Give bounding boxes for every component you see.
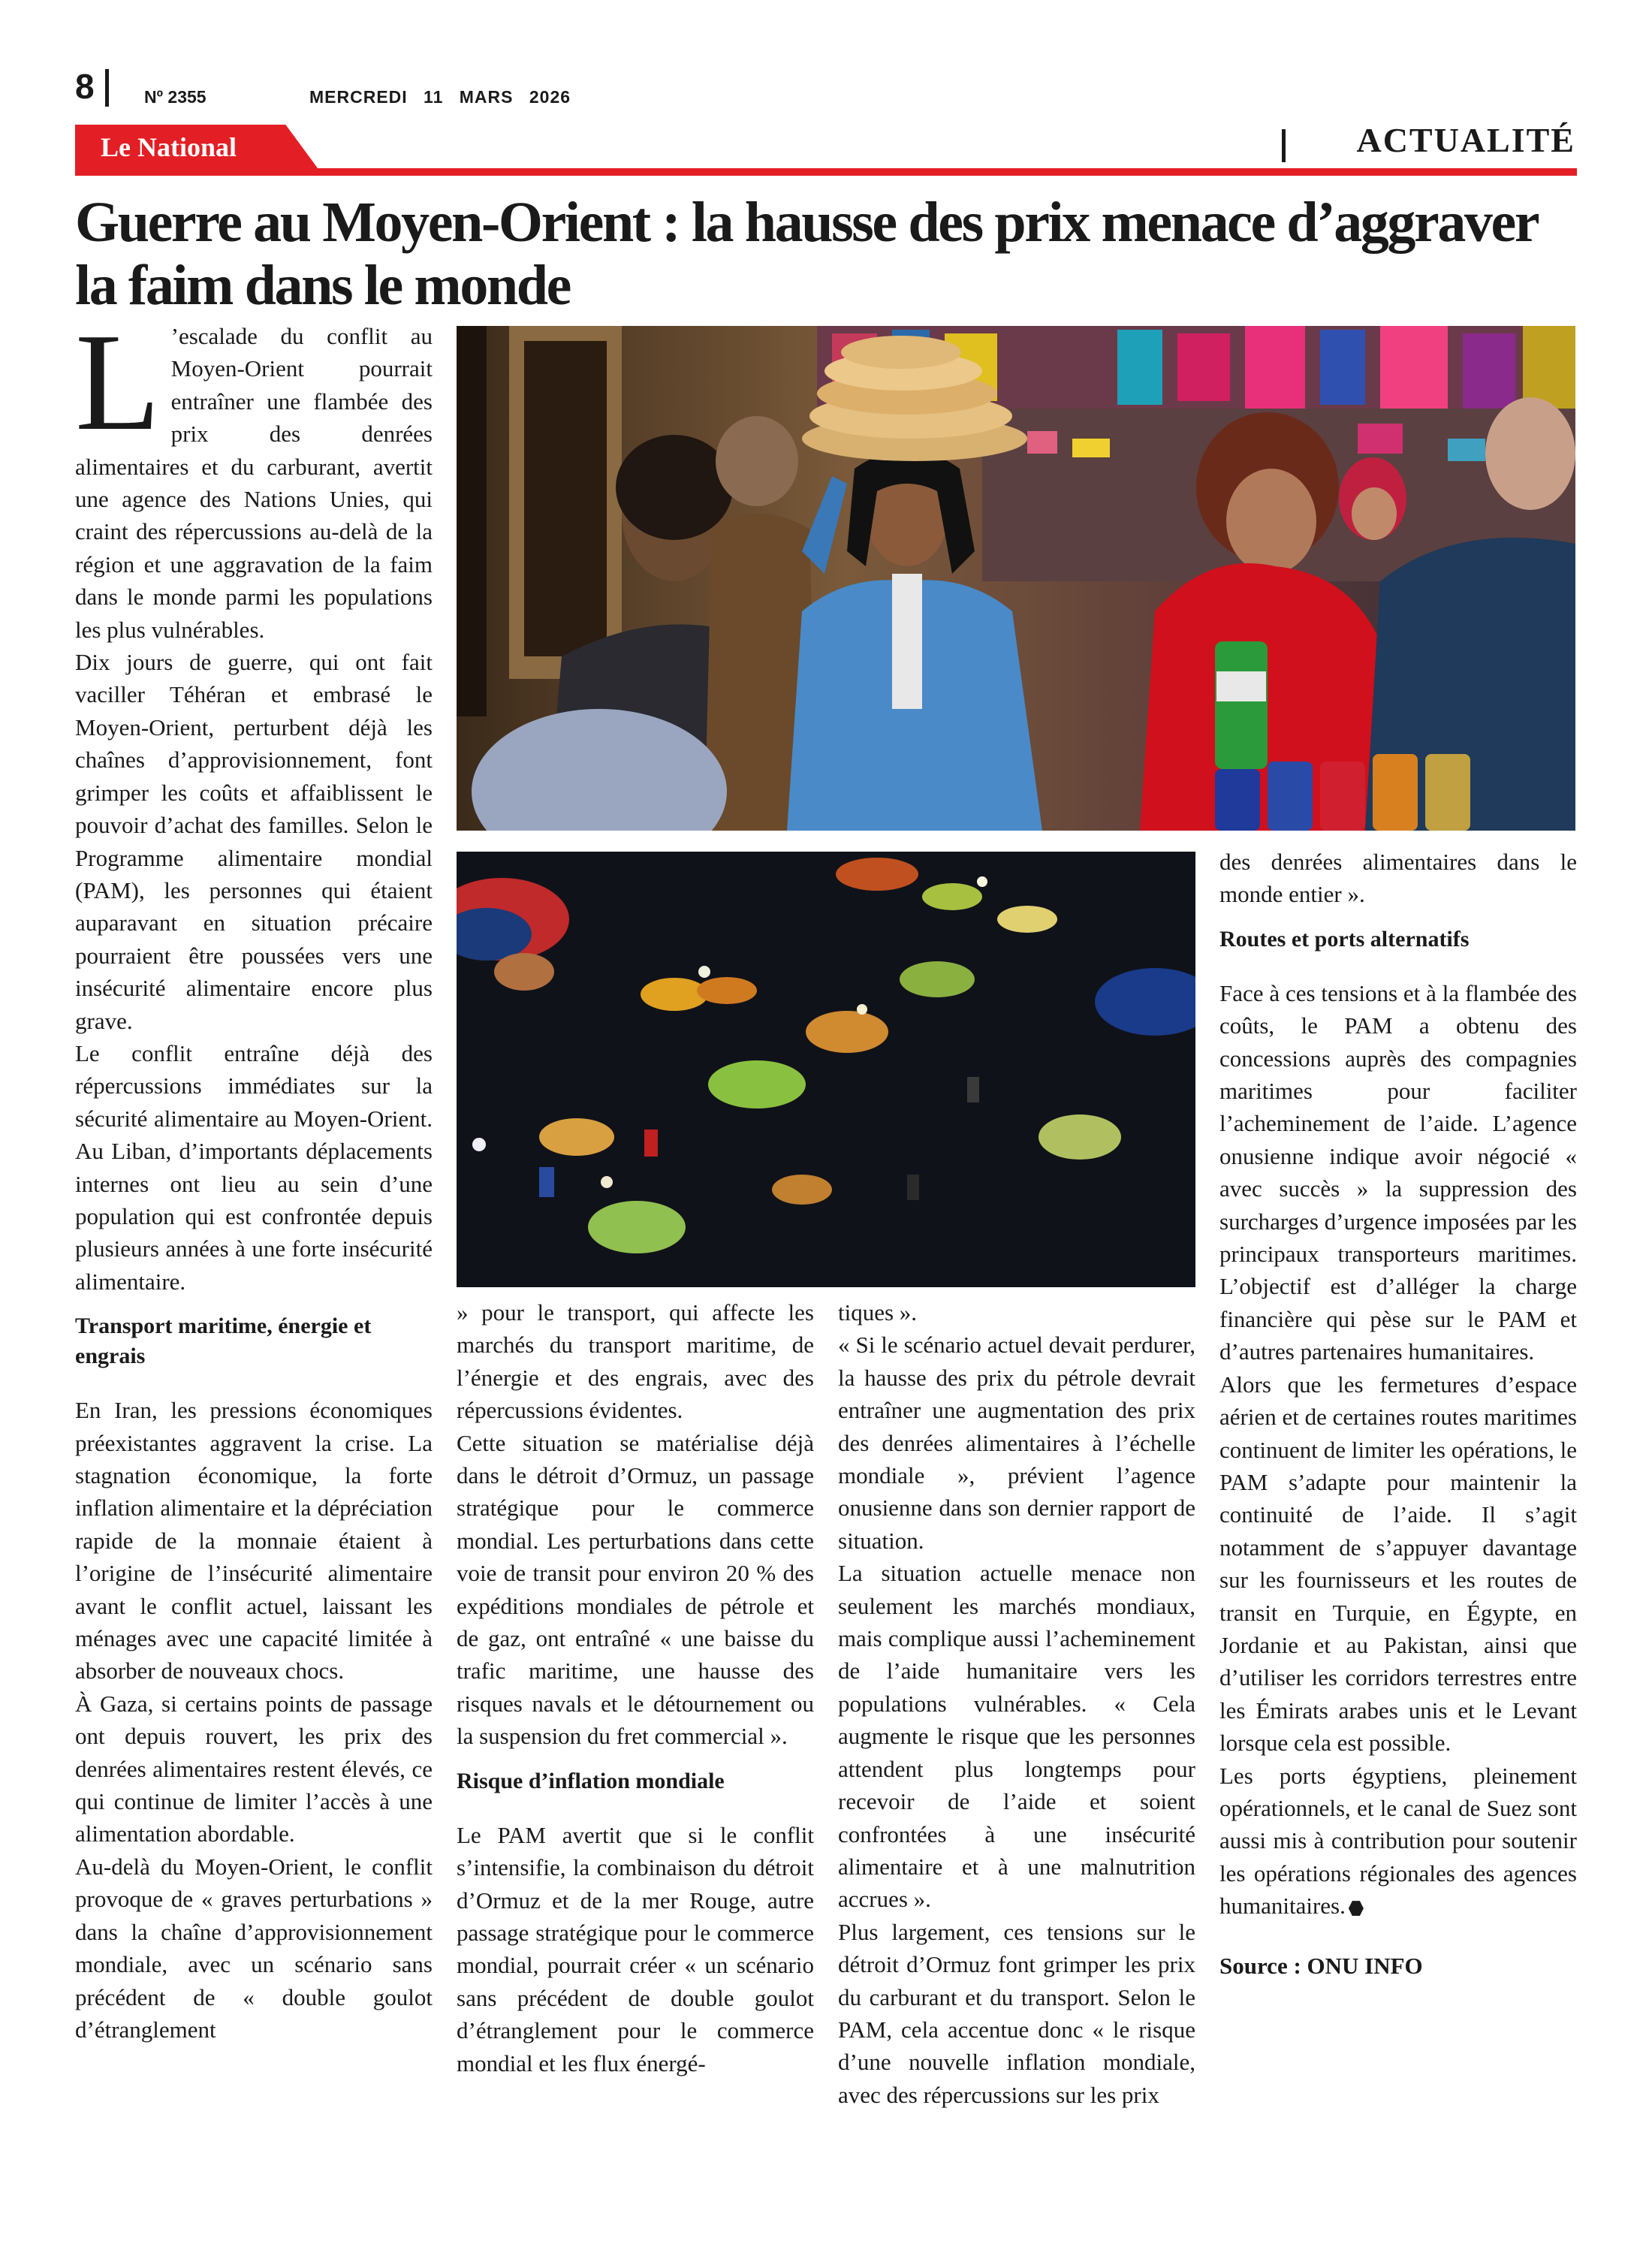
paragraph: Plus largement, ces tensions sur le détroit d’Ormuz font grimper les prix du carburant et du transport. Selon le PAM, cela accentue donc « le risque d’une nouvelle inflation mondiale, avec des répercussions sur les prix — [838, 1918, 1195, 2108]
paragraph: Face à ces tensions et à la flambée des coûts, le PAM a obtenu des concessions auprès des compagnies maritimes pour faciliter l’acheminement de l’aide. L’agence onusienne indique avoir négocié « avec succès » la suppression des surcharges d’urgence imposées par les principaux transporteurs maritimes. L’objectif est d’alléger la charge financière qui pèse sur le PAM et d’autres partenaires humanitaires. — [1219, 979, 1577, 1365]
paragraph: tiques ». — [838, 1299, 918, 1326]
paragraph: Au-delà du Moyen-Orient, le conflit provoque de « graves perturbations » dans la chaîne d’approvisionnement mondiale, avec un scénario sans précédent de « double goulot d’étranglement — [75, 1853, 433, 2043]
paragraph: Le PAM avertit que si le conflit s’intensifie, la combinaison du détroit d’Ormuz et de la mer Rouge, autre passage stratégique pour le commerce mondial, pourrait créer « un scénario sans précédent de double goulot d’étranglement pour le commerce mondial et les flux énergé- — [457, 1821, 814, 2077]
end-of-article-icon — [1349, 1901, 1364, 1916]
paragraph: « Si le scénario actuel devait perdurer, la hausse des prix du pétrole devrait entraîner une augmentation des prix des denrées alimentaires à l’échelle mondiale », prévient l’agence onusienne dans son dernier rapport de situation. — [838, 1332, 1195, 1554]
drop-cap: L — [75, 305, 161, 460]
article-column-4 — [1219, 846, 1577, 1982]
paragraph: Cette situation se matérialise déjà dans le détroit d’Ormuz, un passage stratégique pour le commerce mondial. Les perturbations dans cette voie de transit pour environ 20 % des expéditions mondiales de pétrole et de gaz, ont entraîné « une baisse du trafic maritime, une hausse des risques navals et le détournement ou la suspension du fret commercial ». — [457, 1429, 814, 1750]
publication-date: MERCREDI 11 MARS 2026 — [309, 87, 571, 107]
header-rule — [75, 168, 1577, 176]
paragraph: Alors que les fermetures d’espace aérien et de certaines routes maritimes continuent de limiter les opérations, le PAM s’adapte pour maintenir la continuité de l’aide. Il s’agit notamment de s’appuyer davantage sur les fournisseurs et les routes de transit en Turquie, en Égypte, en Jordanie et au Pakistan, ainsi que d’utiliser les corridors terrestres entre les Émirats arabes unis et le Levant lorsque cela est possible. — [1219, 1371, 1577, 1757]
subheading-transport: Transport maritime, énergie et engrais — [75, 1313, 372, 1369]
paragraph: » pour le transport, qui affecte les marchés du transport maritime, de l’énergie et des engrais, avec des répercussions évidentes. — [457, 1299, 814, 1424]
photo-bazaar-bread-carrier — [457, 326, 1575, 831]
paragraph: À Gaza, si certains points de passage ont depuis rouvert, les prix des denrées alimentaires restent élevés, ce qui continue de limiter l’accès à une alimentation abordable. — [75, 1690, 433, 1847]
photo-night-market-illustration — [457, 852, 1195, 1287]
paragraph-text: Les ports égyptiens, pleinement opérationnels, et le canal de Suez sont aussi mis à contribution pour soutenir les opérations régionales des agences humanitaires. — [1219, 1762, 1577, 1920]
brand-name: Le National — [101, 132, 237, 162]
section-divider — [1282, 129, 1286, 162]
photo-night-market — [457, 852, 1195, 1287]
paragraph: La situation actuelle menace non seulement les marchés mondiaux, mais complique aussi l’acheminement de l’aide humanitaire vers les populations vulnérables. « Cela augmente le risque que les personnes attendent plus longtemps pour recevoir de l’aide et soient confrontées à une insécurité alimentaire et à une malnutrition accrues ». — [838, 1560, 1195, 1913]
photo-bazaar-illustration — [457, 326, 1575, 831]
page-number: 8 — [75, 67, 95, 106]
section-label: ACTUALITÉ — [1356, 121, 1575, 159]
article-column-1 — [75, 305, 433, 2046]
paragraph: ’escalade du conflit au Moyen-Orient pourrait entraîner une flambée des prix des denrées alimentaires et du carburant, avertit une agence des Nations Unies, qui craint des répercussions au-delà de la région et une aggravation de la faim dans le monde parmi les populations les plus vulnérables. — [75, 323, 433, 643]
subheading-inflation: Risque d’inflation mondiale — [457, 1768, 725, 1793]
paragraph: En Iran, les pressions économiques préexistantes aggravent la crise. La stagnation économique, la forte inflation alimentaire et la dépréciation rapide de la monnaie étaient à l’origine de l’insécurité alimentaire avant le conflit actuel, laissant les ménages avec une capacité limitée à absorber de nouveaux chocs. — [75, 1397, 433, 1684]
paragraph: Le conflit entraîne déjà des répercussions immédiates sur la sécurité alimentaire au Moyen-Orient. Au Liban, d’importants déplacements internes ont lieu au sein d’une population qui est confrontée depuis plusieurs années à une forte insécurité alimentaire. — [75, 1039, 433, 1295]
article-column-3 — [838, 1296, 1195, 2111]
subheading-routes: Routes et ports alternatifs — [1219, 926, 1470, 952]
article-title: Guerre au Moyen-Orient : la hausse des prix menace d’aggraver la faim dans le monde — [75, 191, 1537, 317]
page-number-divider — [105, 69, 109, 107]
article-column-2 — [457, 1296, 814, 2080]
paragraph — [1219, 1760, 1577, 1923]
article-source: Source : ONU INFO — [1219, 1952, 1423, 1979]
paragraph: Dix jours de guerre, qui ont fait vaciller Téhéran et embrasé le Moyen-Orient, perturbent déjà les chaînes d’approvisionnement, font grimper les coûts et affaiblissent le pouvoir d’achat des familles. Selon le Programme alimentaire mondial (PAM), les personnes qui étaient auparavant en situation précaire pourraient être poussées vers une insécurité alimentaire encore plus grave. — [75, 649, 433, 1034]
issue-number: Nº 2355 — [144, 87, 206, 107]
paragraph: des denrées alimentaires dans le monde entier ». — [1219, 849, 1577, 908]
